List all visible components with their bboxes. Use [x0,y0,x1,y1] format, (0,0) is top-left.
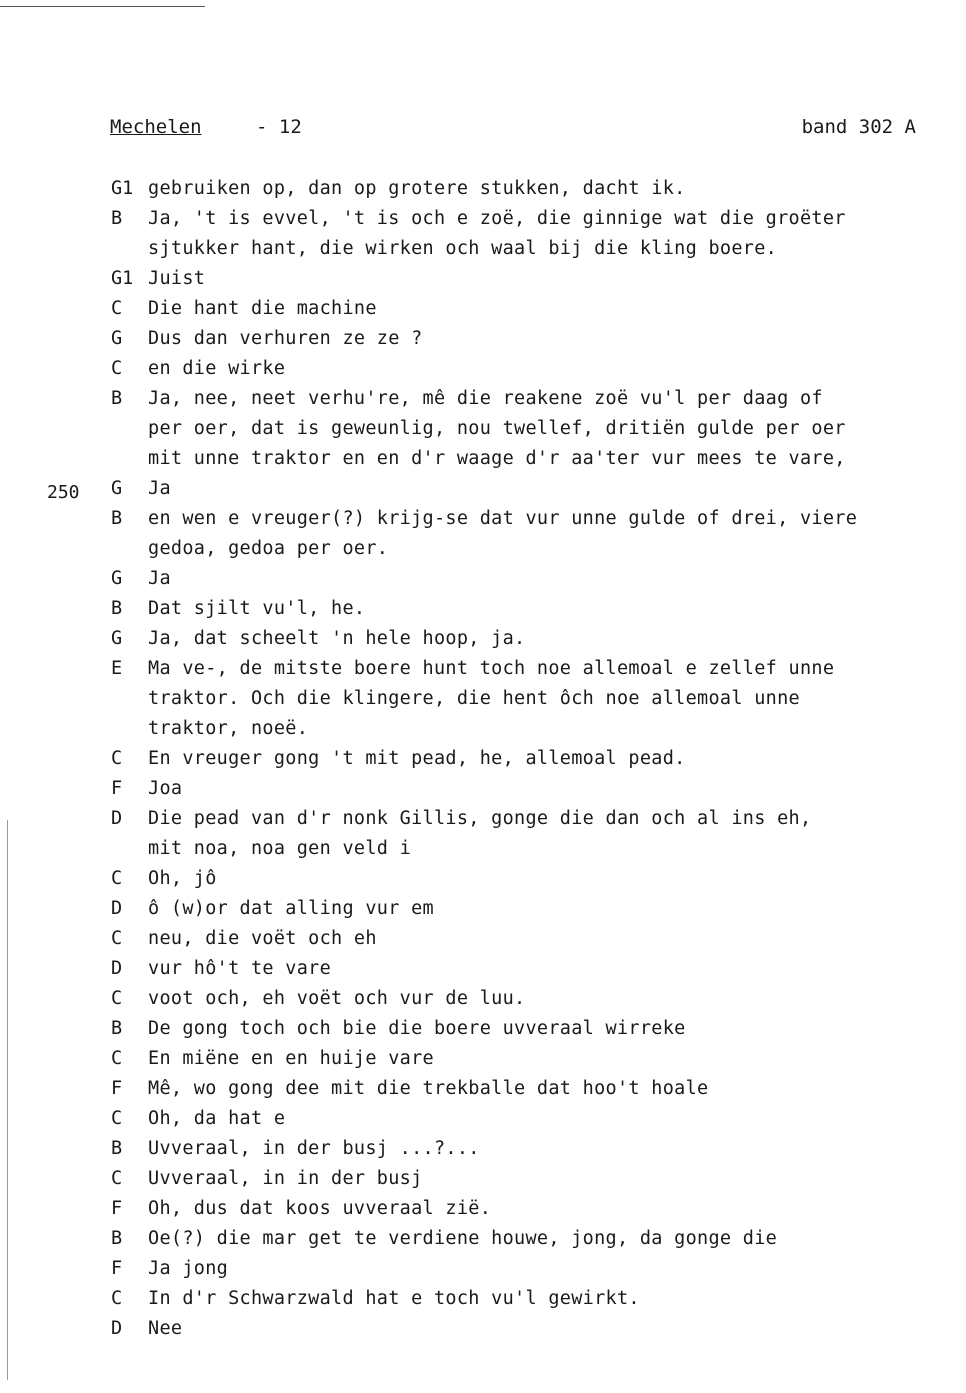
utterance-text: Uvveraal, in der busj ...?... [148,1138,480,1159]
utterance-text: gedoa, gedoa per oer. [148,538,389,559]
transcript-line [0,864,966,894]
speaker-label: B [111,1228,123,1249]
utterance-text: Ja, dat scheelt 'n hele hoop, ja. [148,628,526,649]
transcript-line [0,1254,966,1284]
utterance-text: In d'r Schwarzwald hat e toch vu'l gewirkt. [148,1288,640,1309]
transcript-line [0,234,966,264]
transcript [0,174,966,1344]
transcript-line [0,564,966,594]
utterance-text: De gong toch och bie die boere uvveraal wirreke [148,1018,686,1039]
transcript-line [0,924,966,954]
utterance-text: Dat sjilt vu'l, he. [148,598,366,619]
speaker-label: G [111,568,123,589]
utterance-text: Ja, 't is evvel, 't is och e zoë, die ginnige wat die groëter [148,208,846,229]
utterance-text: Oh, jô [148,868,217,889]
utterance-text: Ja [148,568,171,589]
speaker-label: C [111,1288,123,1309]
transcript-line [0,384,966,414]
transcript-line [0,774,966,804]
page-number: - 12 [256,116,302,138]
transcript-line [0,1284,966,1314]
utterance-text: traktor. Och die klingere, die hent ôch noe allemoal unne [148,688,800,709]
transcript-line [0,1104,966,1134]
utterance-text: en die wirke [148,358,286,379]
transcript-line [0,294,966,324]
utterance-text: sjtukker hant, die wirken och waal bij die kling boere. [148,238,778,259]
utterance-text: vur hô't te vare [148,958,332,979]
transcript-line [0,534,966,564]
transcript-line [0,264,966,294]
speaker-label: B [111,1018,123,1039]
utterance-text: Oh, dus dat koos uvveraal zië. [148,1198,492,1219]
utterance-text: en wen e vreuger(?) krijg-se dat vur unne gulde of drei, viere [148,508,858,529]
utterance-text: Ja jong [148,1258,229,1279]
speaker-label: G1 [111,268,134,289]
utterance-text: Nee [148,1318,183,1339]
speaker-label: C [111,988,123,1009]
margin-line-number: 250 [47,482,80,503]
speaker-label: F [111,778,123,799]
transcript-line [0,1194,966,1224]
transcript-line [0,834,966,864]
utterance-text: Die hant die machine [148,298,377,319]
speaker-label: G1 [111,178,134,199]
speaker-label: D [111,1318,123,1339]
transcript-line [0,174,966,204]
transcript-line [0,894,966,924]
transcript-line [0,414,966,444]
place-name: Mechelen [110,116,202,138]
transcript-line [0,324,966,354]
speaker-label: D [111,898,123,919]
speaker-label: B [111,1138,123,1159]
speaker-label: B [111,208,123,229]
transcript-line [0,204,966,234]
utterance-text: per oer, dat is geweunlig, nou twellef, dritiën gulde per oer [148,418,846,439]
speaker-label: B [111,388,123,409]
utterance-text: Die pead van d'r nonk Gillis, gonge die dan och al ins eh, [148,808,812,829]
speaker-label: C [111,1048,123,1069]
utterance-text: Uvveraal, in in der busj [148,1168,423,1189]
transcript-line [0,1074,966,1104]
speaker-label: F [111,1078,123,1099]
transcript-line [0,1014,966,1044]
utterance-text: ô (w)or dat alling vur em [148,898,434,919]
utterance-text: mit unne traktor en en d'r waage d'r aa'ter vur mees te vare, [148,448,846,469]
speaker-label: D [111,808,123,829]
transcript-line [0,474,966,504]
transcript-line [0,654,966,684]
utterance-text: Ja, nee, neet verhu're, mê die reakene zoë vu'l per daag of [148,388,823,409]
speaker-label: E [111,658,123,679]
transcript-line [0,1314,966,1344]
utterance-text: neu, die voët och eh [148,928,377,949]
speaker-label: C [111,868,123,889]
speaker-label: C [111,1108,123,1129]
utterance-text: En miëne en en huije vare [148,1048,434,1069]
utterance-text: mit noa, noa gen veld i [148,838,412,859]
transcript-line [0,1224,966,1254]
utterance-text: voot och, eh voët och vur de luu. [148,988,526,1009]
speaker-label: C [111,748,123,769]
speaker-label: F [111,1198,123,1219]
transcript-line [0,714,966,744]
utterance-text: gebruiken op, dan op grotere stukken, dacht ik. [148,178,686,199]
transcript-line [0,954,966,984]
utterance-text: Juist [148,268,206,289]
transcript-line [0,444,966,474]
transcript-line [0,684,966,714]
transcript-line [0,1134,966,1164]
speaker-label: G [111,328,123,349]
utterance-text: Mê, wo gong dee mit die trekballe dat hoo't hoale [148,1078,709,1099]
utterance-text: traktor, noeë. [148,718,309,739]
transcript-line [0,504,966,534]
utterance-text: Dus dan verhuren ze ze ? [148,328,423,349]
speaker-label: B [111,508,123,529]
page-header [110,116,916,144]
transcript-line [0,804,966,834]
transcript-line [0,1044,966,1074]
transcript-line [0,594,966,624]
transcript-line [0,744,966,774]
utterance-text: Ma ve-, de mitste boere hunt toch noe allemoal e zellef unne [148,658,835,679]
speaker-label: G [111,628,123,649]
speaker-label: D [111,958,123,979]
speaker-label: C [111,1168,123,1189]
transcript-line [0,984,966,1014]
speaker-label: C [111,358,123,379]
utterance-text: Joa [148,778,183,799]
speaker-label: F [111,1258,123,1279]
utterance-text: Oe(?) die mar get te verdiene houwe, jong, da gonge die [148,1228,778,1249]
speaker-label: B [111,598,123,619]
band-label: band 302 A [801,116,916,138]
scan-edge-line [7,820,8,1380]
speaker-label: C [111,928,123,949]
top-rule [0,6,205,7]
speaker-label: G [111,478,123,499]
utterance-text: Ja [148,478,171,499]
speaker-label: C [111,298,123,319]
transcript-line [0,624,966,654]
transcript-line [0,354,966,384]
utterance-text: Oh, da hat e [148,1108,286,1129]
transcript-line [0,1164,966,1194]
utterance-text: En vreuger gong 't mit pead, he, allemoal pead. [148,748,686,769]
